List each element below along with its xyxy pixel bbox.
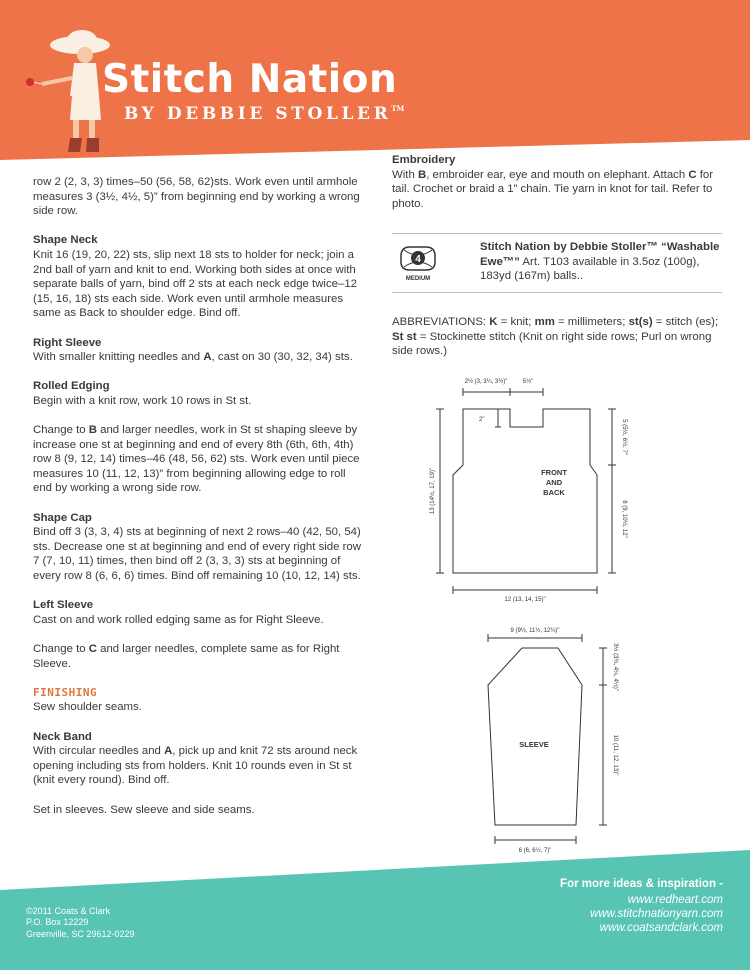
yarn-b-label: B — [88, 424, 97, 437]
yarn-weight-number: 4 — [415, 254, 421, 265]
finishing-heading: FINISHING — [33, 685, 98, 699]
left-sleeve-text: Cast on and work rolled edging same as for Right Sleeve. — [33, 613, 324, 626]
brand-subtitle — [124, 104, 404, 124]
neck-band-text — [33, 744, 363, 788]
brand-title: Stitch Nation — [102, 57, 398, 102]
right-sleeve-heading: Right Sleeve — [33, 336, 102, 349]
abbr-st-def: = stitch (es); — [652, 316, 719, 328]
intro-paragraph: row 2 (2, 3, 3) times–50 (56, 58, 62)sts. Work even until armhole measures 3 (3½, 4½, 5)” from beginning end by working a wrong side row. — [33, 176, 360, 218]
yarn-info-box — [392, 233, 722, 293]
yoyo-icon — [26, 78, 34, 86]
change-b-text-1: Change to — [33, 424, 89, 437]
left-sleeve-heading: Left Sleeve — [33, 599, 94, 612]
abbreviations — [392, 315, 722, 359]
footer-links — [590, 893, 723, 936]
shape-cap-heading: Shape Cap — [33, 511, 92, 524]
neck-band-text-1: With circular needles and — [33, 745, 165, 758]
change-c-text-2: and larger needles, complete same as for Right Sleeve. — [33, 643, 340, 670]
yarn-a-label-2: A — [164, 745, 173, 758]
abbr-k-def: = knit; — [497, 316, 535, 328]
neck-width-label: 5½" — [522, 379, 534, 385]
shoulder-width-label: 2½ (3, 3¼, 3½)" — [464, 379, 508, 385]
more-ideas-text: For more ideas & inspiration - — [560, 878, 723, 890]
embroidery-b-label: B — [417, 168, 427, 181]
yarn-weight-label: MEDIUM — [405, 276, 431, 282]
yarn-c-label: C — [88, 643, 97, 655]
change-c-text-1: Change to — [33, 643, 89, 655]
yarn-description — [480, 240, 720, 284]
right-column — [392, 153, 722, 226]
front-label-1: FRONT — [541, 468, 567, 477]
embroidery-text-3: for tail. Crochet or braid a 1” chain. Tie yarn in knot for tail. Refer to photo. — [392, 168, 714, 210]
city-address: Greenville, SC 29612-0229 — [26, 928, 135, 939]
rolled-edging-text: Begin with a knit row, work 10 rows in St st. — [33, 394, 252, 407]
cap-depth-label: 3½ (3¾, 4¼, 4½)" — [612, 643, 618, 691]
yarn-a-label: A — [203, 351, 212, 364]
abbr-stst-def: = Stockinette stitch (Knit on right side rows; Purl on wrong side rows.) — [392, 330, 712, 358]
schematic-diagram — [400, 370, 640, 860]
po-box: P.O. Box 12229 — [26, 917, 89, 928]
embroidery-c-label: C — [688, 168, 697, 181]
yarn-weight-icon — [398, 242, 438, 284]
copyright: ©2011 Coats & Clark — [26, 906, 111, 916]
finishing-text: Sew shoulder seams. — [33, 701, 142, 714]
front-back-outline — [453, 409, 597, 573]
bottom-width-label: 12 (13, 14, 15)" — [504, 597, 546, 603]
abbr-mm: mm — [534, 316, 555, 328]
sleeve-top-width-label: 9 (9½, 11½, 12¼)" — [510, 628, 560, 634]
yarn-details: Art. T103 available in 3.5oz (100g), 183yd (167m) balls.. — [480, 255, 700, 283]
shape-neck-heading: Shape Neck — [33, 234, 98, 247]
shape-neck-text: Knit 16 (19, 20, 22) sts, slip next 18 sts to holder for neck; join a 2nd ball of yarn and knit to end. Working both sides at once with separate balls of yarn, bind off 2 sts at each neck edge twice–12 (15, 16, 18) sts each side. Work even until armhole measures same as Back to shoulder edge. Bind off. — [33, 248, 357, 320]
sleeve-label: SLEEVE — [519, 740, 549, 749]
footer-address — [26, 906, 135, 940]
change-c-text — [33, 642, 363, 671]
header-banner — [0, 0, 750, 160]
neck-band-heading: Neck Band — [33, 730, 92, 743]
left-column — [33, 175, 363, 832]
yarn-name: Stitch Nation by Debbie Stoller™ “Washable Ewe™” — [480, 241, 720, 268]
shape-cap-text: Bind off 3 (3, 3, 4) sts at beginning of next 2 rows–40 (42, 50, 54) sts. Decrease one st at beginning and end of every right side row 7 (7, 10, 11) times, then bind off 2 (3, 3, 3) sts at beginning of every row 8 (6, 6, 6) times. Bind off remaining 10 (10, 12, 14) sts. — [33, 526, 361, 583]
abbr-stst: St st — [392, 330, 417, 343]
right-sleeve-text-2: , cast on 30 (30, 32, 34) sts. — [211, 351, 353, 364]
neck-band-text-2: , pick up and knit 72 sts around neck opening including sts from holders. Knit 10 rounds even in St st (knit every round). Bind off. — [33, 745, 358, 787]
embroidery-text — [392, 168, 722, 212]
embroidery-text-2: , embroider ear, eye and mouth on elephant. Attach — [426, 168, 689, 181]
link-coatsandclark[interactable]: www.coatsandclark.com — [599, 922, 723, 935]
front-label-3: BACK — [543, 488, 565, 497]
rolled-edging-heading: Rolled Edging — [33, 380, 110, 393]
brand-trademark: TM — [391, 104, 405, 113]
embroidery-heading: Embroidery — [392, 154, 456, 166]
sleeve-outline — [488, 648, 582, 825]
front-label-2: AND — [545, 478, 563, 487]
brand-subtitle-text: BY DEBBIE STOLLER — [124, 104, 392, 124]
change-b-text — [33, 423, 363, 496]
abbr-st: st(s) — [628, 316, 653, 328]
abbr-mm-def: = millimeters; — [554, 316, 629, 328]
right-sleeve-text-1: With smaller knitting needles and — [33, 351, 204, 364]
link-redheart[interactable]: www.redheart.com — [627, 894, 723, 906]
change-b-text-2: and larger needles, work in St st shaping sleeve by increase one st at beginning and end of every 8th (6th, 6th, 4th) row 8 (9, 12, 14) times–46 (48, 56, 62) sts. Work even until piece measures 10 (11, 12, 13)” from beginning allowing edge to roll end by working a wrong side row. — [33, 424, 360, 495]
embroidery-text-1: With — [392, 168, 418, 181]
link-stitchnation[interactable]: www.stitchnationyarn.com — [590, 908, 723, 921]
sleeve-bottom-width-label: 6 (6, 6½, 7)" — [518, 848, 552, 854]
abbr-label: ABBREVIATIONS: — [392, 316, 487, 328]
side-length-label: 8 (9, 10½, 12" — [621, 500, 627, 538]
armhole-depth-label: 5 (5½, 6½, 7" — [621, 419, 627, 455]
right-sleeve-text — [33, 350, 363, 365]
sleeve-length-label: 10 (11, 12, 13)" — [612, 734, 618, 776]
total-length-label: 13 (14½, 17, 19)" — [430, 467, 436, 515]
abbr-k: K — [489, 316, 498, 328]
neck-depth-label: 2" — [479, 417, 485, 423]
closing-text: Set in sleeves. Sew sleeve and side seams. — [33, 803, 255, 816]
